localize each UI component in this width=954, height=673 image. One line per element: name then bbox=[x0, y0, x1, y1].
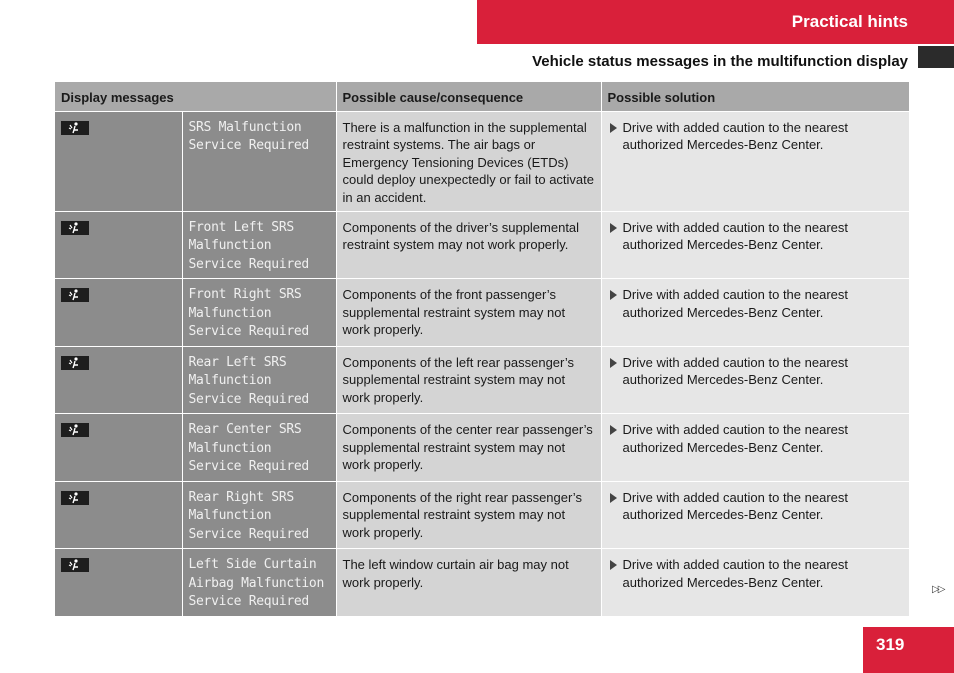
section-banner bbox=[477, 0, 954, 44]
possible-solution-cell bbox=[601, 414, 909, 482]
bullet-triangle-icon bbox=[610, 290, 617, 300]
section-title: Practical hints bbox=[791, 12, 908, 31]
possible-solution-cell bbox=[601, 211, 909, 279]
possible-cause: Components of the left rear passenger’s supplemental restraint system may not work properly. bbox=[336, 346, 601, 414]
table-row bbox=[55, 211, 909, 279]
display-icon-cell bbox=[55, 111, 182, 211]
display-message: Front Left SRS Malfunction Service Required bbox=[182, 211, 336, 279]
display-message: Rear Right SRS Malfunction Service Required bbox=[182, 481, 336, 549]
solution-bullet bbox=[608, 556, 904, 591]
airbag-warning-icon bbox=[61, 356, 89, 370]
display-icon-cell bbox=[55, 211, 182, 279]
airbag-warning-icon bbox=[61, 558, 89, 572]
display-icon-cell bbox=[55, 279, 182, 347]
possible-solution: Drive with added caution to the nearest authorized Mercedes-Benz Center. bbox=[622, 557, 848, 590]
bullet-triangle-icon bbox=[610, 425, 617, 435]
possible-cause: Components of the driver’s supplemental restraint system may not work properly. bbox=[336, 211, 601, 279]
column-header-display: Display messages bbox=[55, 82, 336, 111]
solution-bullet bbox=[608, 119, 904, 154]
solution-bullet bbox=[608, 286, 904, 321]
possible-solution-cell bbox=[601, 549, 909, 616]
possible-solution: Drive with added caution to the nearest authorized Mercedes-Benz Center. bbox=[622, 119, 848, 152]
page-number: 319 bbox=[863, 627, 954, 673]
table-row bbox=[55, 346, 909, 414]
display-message: Left Side Curtain Airbag Malfunction Service Required bbox=[182, 549, 336, 616]
possible-solution: Drive with added caution to the nearest authorized Mercedes-Benz Center. bbox=[622, 354, 848, 387]
possible-solution-cell bbox=[601, 346, 909, 414]
continue-arrows-icon: ▷▷ bbox=[932, 584, 944, 595]
bullet-triangle-icon bbox=[610, 358, 617, 368]
possible-cause: Components of the front passenger’s supplemental restraint system may not work properly. bbox=[336, 279, 601, 347]
possible-cause: The left window curtain air bag may not work properly. bbox=[336, 549, 601, 616]
airbag-warning-icon bbox=[61, 288, 89, 302]
page-subtitle: Vehicle status messages in the multifunction display bbox=[532, 53, 908, 70]
solution-bullet bbox=[608, 219, 904, 254]
display-message: Rear Left SRS Malfunction Service Required bbox=[182, 346, 336, 414]
solution-bullet bbox=[608, 421, 904, 456]
possible-solution: Drive with added caution to the nearest authorized Mercedes-Benz Center. bbox=[622, 422, 848, 455]
airbag-warning-icon bbox=[61, 423, 89, 437]
display-icon-cell bbox=[55, 346, 182, 414]
status-messages-table bbox=[55, 82, 909, 616]
table-header-row bbox=[55, 82, 909, 111]
solution-bullet bbox=[608, 489, 904, 524]
display-message: Front Right SRS Malfunction Service Required bbox=[182, 279, 336, 347]
airbag-warning-icon bbox=[61, 491, 89, 505]
table-row bbox=[55, 111, 909, 211]
solution-bullet bbox=[608, 354, 904, 389]
bullet-triangle-icon bbox=[610, 560, 617, 570]
possible-solution: Drive with added caution to the nearest authorized Mercedes-Benz Center. bbox=[622, 219, 848, 252]
column-header-solution: Possible solution bbox=[601, 82, 909, 111]
display-icon-cell bbox=[55, 549, 182, 616]
airbag-warning-icon bbox=[61, 121, 89, 135]
possible-solution: Drive with added caution to the nearest authorized Mercedes-Benz Center. bbox=[622, 489, 848, 522]
table-row bbox=[55, 414, 909, 482]
section-tab-marker bbox=[918, 46, 954, 68]
bullet-triangle-icon bbox=[610, 123, 617, 133]
display-message: Rear Center SRS Malfunction Service Required bbox=[182, 414, 336, 482]
possible-solution-cell bbox=[601, 111, 909, 211]
display-message: SRS Malfunction Service Required bbox=[182, 111, 336, 211]
possible-cause: There is a malfunction in the supplemental restraint systems. The air bags or Emergency Tensioning Devices (ETDs) could deploy unexpectedly or fail to activate in an accident. bbox=[336, 111, 601, 211]
bullet-triangle-icon bbox=[610, 223, 617, 233]
bullet-triangle-icon bbox=[610, 493, 617, 503]
table-row bbox=[55, 549, 909, 616]
display-icon-cell bbox=[55, 414, 182, 482]
table-row bbox=[55, 481, 909, 549]
table-row bbox=[55, 279, 909, 347]
possible-solution-cell bbox=[601, 481, 909, 549]
possible-solution: Drive with added caution to the nearest authorized Mercedes-Benz Center. bbox=[622, 287, 848, 320]
possible-solution-cell bbox=[601, 279, 909, 347]
airbag-warning-icon bbox=[61, 221, 89, 235]
display-icon-cell bbox=[55, 481, 182, 549]
possible-cause: Components of the right rear passenger’s supplemental restraint system may not work properly. bbox=[336, 481, 601, 549]
column-header-cause: Possible cause/consequence bbox=[336, 82, 601, 111]
possible-cause: Components of the center rear passenger’s supplemental restraint system may not work properly. bbox=[336, 414, 601, 482]
